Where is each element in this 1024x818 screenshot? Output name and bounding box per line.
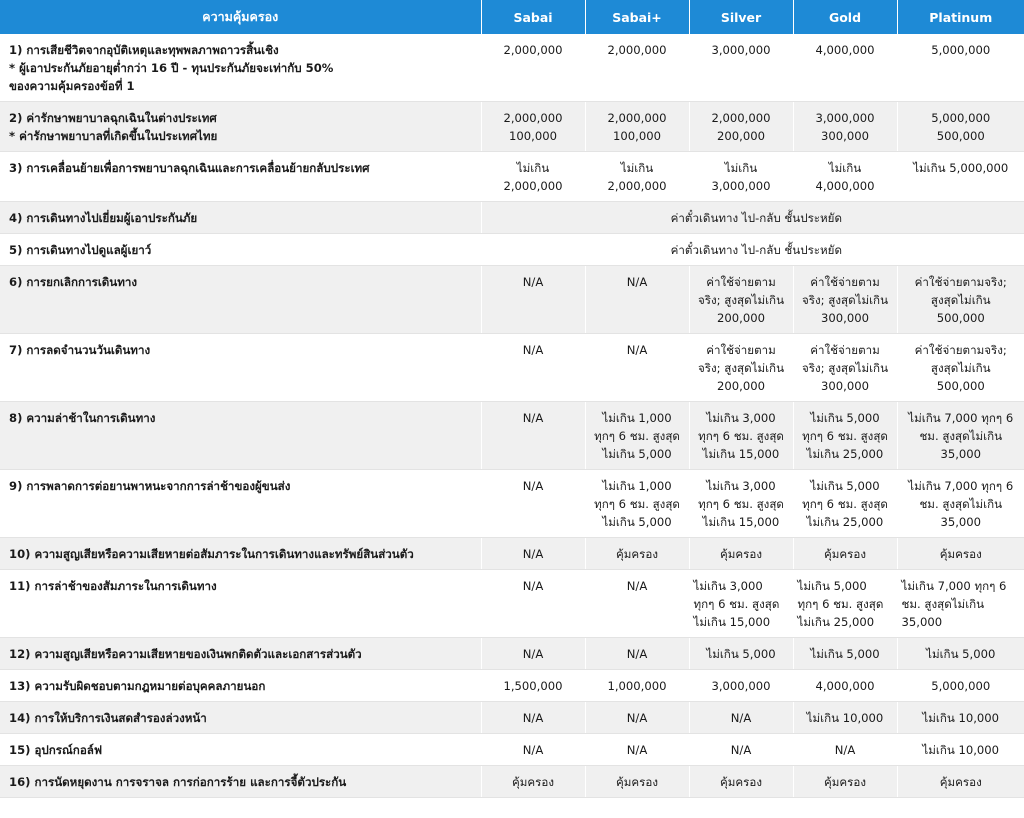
value-line: ไม่เกิน [828,161,862,175]
value-cell-platinum [897,766,1024,798]
value-line: ทุกๆ 6 ชม. สูงสุด [594,497,680,511]
value-line: N/A [730,711,752,725]
value-line: คุ้มครอง [615,775,658,789]
coverage-label [0,152,481,202]
value-line: ไม่เกิน 3,000 [693,579,763,593]
value-line: 2,000,000 [607,111,667,125]
coverage-label [0,34,481,102]
value-line: ไม่เกิน 10,000 [922,711,1000,725]
coverage-label-line: * ค่ารักษาพยาบาลที่เกิดขึ้นในประเทศไทย [9,129,218,143]
table-row [0,102,1024,152]
coverage-label-line: 3) การเคลื่อนย้ายเพื่อการพยาบาลฉุกเฉินและการเคลื่อนย้ายกลับประเทศ [9,161,370,175]
value-line: ไม่เกิน 1,000 [602,411,672,425]
value-cell-silver [689,334,793,402]
value-line: คุ้มครอง [939,547,982,561]
table-row [0,538,1024,570]
value-line: ทุกๆ 6 ชม. สูงสุด [802,429,888,443]
value-line: 2,000,000 [503,43,563,57]
value-line: 200,000 [717,379,765,393]
table-row [0,234,1024,266]
value-line: N/A [730,743,752,757]
value-line: สูงสุดไม่เกิน [930,293,991,307]
value-line: คุ้มครอง [719,775,762,789]
value-line: ไม่เกิน [724,161,758,175]
coverage-label-line: 4) การเดินทางไปเยี่ยมผู้เอาประกันภัย [9,211,198,225]
value-line: ไม่เกิน 25,000 [806,447,884,461]
value-line: ทุกๆ 6 ชม. สูงสุด [594,429,680,443]
value-cell-silver [689,570,793,638]
value-line: ค่าใช้จ่ายตาม [810,275,880,289]
value-line: ไม่เกิน [620,161,654,175]
value-cell-sabai-plus [585,766,689,798]
value-line: ไม่เกิน 25,000 [797,615,875,629]
value-cell-gold [793,334,897,402]
value-cell-platinum [897,402,1024,470]
value-line: 4,000,000 [815,179,875,193]
value-line: 3,000,000 [711,179,771,193]
value-cell-silver [689,670,793,702]
value-cell-sabai [481,766,585,798]
value-line: ไม่เกิน [516,161,550,175]
coverage-label-line: ของความคุ้มครองข้อที่ 1 [9,79,135,93]
value-line: N/A [522,275,544,289]
coverage-label [0,638,481,670]
value-cell-silver [689,702,793,734]
header-gold: Gold [793,0,897,34]
value-line: ค่าใช้จ่ายตามจริง; [914,343,1007,357]
value-line: 2,000,000 [503,111,563,125]
value-cell-sabai [481,570,585,638]
coverage-label-line: 14) การให้บริการเงินสดสำรองล่วงหน้า [9,711,207,725]
value-cell-platinum [897,670,1024,702]
value-line: ค่าใช้จ่ายตามจริง; [914,275,1007,289]
coverage-label [0,702,481,734]
value-cell-sabai [481,638,585,670]
value-line: N/A [522,479,544,493]
value-line: ไม่เกิน 5,000 [810,647,880,661]
value-line: N/A [522,411,544,425]
value-line: คุ้มครอง [615,547,658,561]
value-line: 35,000 [940,515,982,529]
value-cell-silver [689,152,793,202]
value-line: ชม. สูงสุดไม่เกิน [919,429,1003,443]
coverage-label-line: 2) ค่ารักษาพยาบาลฉุกเฉินในต่างประเทศ [9,111,217,125]
value-line: ทุกๆ 6 ชม. สูงสุด [802,497,888,511]
value-line: จริง; สูงสุดไม่เกิน [802,293,888,307]
value-line: ไม่เกิน 10,000 [922,743,1000,757]
value-cell-silver [689,34,793,102]
value-cell-gold [793,734,897,766]
coverage-label-line: 15) อุปกรณ์กอล์ฟ [9,743,103,757]
coverage-label-line: 9) การพลาดการต่อยานพาหนะจากการล่าช้าของผู้ขนส่ง [9,479,291,493]
value-line: 100,000 [509,129,557,143]
value-cell-gold [793,570,897,638]
table-row [0,402,1024,470]
value-line: 200,000 [717,129,765,143]
value-cell-sabai-plus [585,402,689,470]
header-coverage: ความคุ้มครอง [0,0,481,34]
value-line: ค่าใช้จ่ายตาม [810,343,880,357]
value-line: 5,000,000 [931,679,991,693]
value-line: N/A [834,743,856,757]
value-cell-silver [689,102,793,152]
value-cell-silver [689,402,793,470]
value-line: 500,000 [936,129,985,143]
value-line: 35,000 [940,447,982,461]
value-cell-platinum [897,266,1024,334]
value-cell-platinum [897,334,1024,402]
value-line: 5,000,000 [931,43,991,57]
all-plans-cell: ค่าตั๋วเดินทาง ไป-กลับ ชั้นประหยัด [481,202,1024,234]
value-cell-sabai-plus [585,702,689,734]
value-line: จริง; สูงสุดไม่เกิน [698,361,784,375]
value-cell-sabai [481,670,585,702]
value-line: ไม่เกิน 5,000 [706,647,776,661]
header-silver: Silver [689,0,793,34]
coverage-label [0,266,481,334]
value-line: คุ้มครอง [511,775,554,789]
value-line: ชม. สูงสุดไม่เกิน [919,497,1003,511]
value-cell-platinum [897,152,1024,202]
value-line: ไม่เกิน 3,000 [706,479,776,493]
value-cell-platinum [897,34,1024,102]
coverage-label-line: 12) ความสูญเสียหรือความเสียหายของเงินพกติดตัวและเอกสารส่วนตัว [9,647,362,661]
coverage-label-line: * ผู้เอาประกันภัยอายุต่ำกว่า 16 ปี - ทุนประกันภัยจะเท่ากับ 50% [9,61,334,75]
value-cell-sabai-plus [585,638,689,670]
coverage-label [0,570,481,638]
value-line: ทุกๆ 6 ชม. สูงสุด [698,429,784,443]
value-cell-sabai-plus [585,670,689,702]
value-line: 2,000,000 [607,179,667,193]
value-line: 100,000 [613,129,661,143]
value-line: ค่าใช้จ่ายตาม [706,343,776,357]
value-line: 3,000,000 [711,43,771,57]
value-line: 2,000,000 [711,111,771,125]
coverage-label [0,470,481,538]
value-line: คุ้มครอง [823,547,866,561]
coverage-label-line: 16) การนัดหยุดงาน การจราจล การก่อการร้าย และการจี้ตัวประกัน [9,775,347,789]
value-cell-sabai [481,402,585,470]
value-line: 3,000,000 [711,679,771,693]
coverage-label [0,334,481,402]
value-line: ไม่เกิน 1,000 [602,479,672,493]
value-cell-gold [793,102,897,152]
value-cell-sabai-plus [585,334,689,402]
value-line: ไม่เกิน 7,000 ทุกๆ 6 [901,579,1007,593]
value-line: ทุกๆ 6 ชม. สูงสุด [797,597,884,611]
value-line: จริง; สูงสุดไม่เกิน [802,361,888,375]
value-line: ไม่เกิน 25,000 [806,515,884,529]
value-line: N/A [522,547,544,561]
value-line: ชม. สูงสุดไม่เกิน [901,597,985,611]
coverage-label [0,102,481,152]
all-plans-cell: ค่าตั๋วเดินทาง ไป-กลับ ชั้นประหยัด [481,234,1024,266]
value-line: 1,000,000 [607,679,667,693]
value-line: ไม่เกิน 5,000 [797,579,867,593]
table-row [0,266,1024,334]
value-cell-gold [793,638,897,670]
coverage-label-line: 1) การเสียชีวิตจากอุบัติเหตุและทุพพลภาพถาวรสิ้นเชิง [9,43,279,57]
value-cell-silver [689,266,793,334]
value-line: 300,000 [821,379,869,393]
value-cell-platinum [897,734,1024,766]
value-cell-gold [793,266,897,334]
value-line: N/A [626,275,648,289]
value-cell-sabai-plus [585,470,689,538]
value-cell-silver [689,538,793,570]
value-cell-sabai [481,34,585,102]
value-line: ไม่เกิน 5,000 [810,411,880,425]
value-cell-sabai-plus [585,538,689,570]
coverage-label [0,538,481,570]
value-line: ไม่เกิน 7,000 ทุกๆ 6 [908,479,1014,493]
coverage-label-line: 7) การลดจำนวนวันเดินทาง [9,343,151,357]
table-row [0,638,1024,670]
coverage-label-line: 6) การยกเลิกการเดินทาง [9,275,138,289]
header-sabai: Sabai [481,0,585,34]
value-cell-gold [793,152,897,202]
table-row [0,766,1024,798]
value-cell-silver [689,638,793,670]
value-line: 5,000,000 [931,111,991,125]
value-line: N/A [626,743,648,757]
coverage-label [0,766,481,798]
value-cell-sabai-plus [585,266,689,334]
value-cell-sabai-plus [585,152,689,202]
table-row [0,470,1024,538]
value-line: 500,000 [936,311,985,325]
value-cell-silver [689,470,793,538]
value-line: N/A [626,343,648,357]
value-line: ไม่เกิน 15,000 [693,615,771,629]
table-row [0,570,1024,638]
table-row [0,334,1024,402]
header-platinum: Platinum [897,0,1024,34]
value-line: ทุกๆ 6 ชม. สูงสุด [698,497,784,511]
value-line: 3,000,000 [815,111,875,125]
value-line: 1,500,000 [503,679,563,693]
table-row [0,702,1024,734]
value-line: คุ้มครอง [939,775,982,789]
coverage-label-line: 8) ความล่าช้าในการเดินทาง [9,411,156,425]
header-row [0,0,1024,34]
value-line: ไม่เกิน 15,000 [702,515,780,529]
value-line: คุ้มครอง [719,547,762,561]
value-line: ไม่เกิน 15,000 [702,447,780,461]
value-cell-sabai [481,152,585,202]
value-cell-platinum [897,638,1024,670]
value-cell-sabai [481,702,585,734]
value-cell-sabai [481,334,585,402]
value-cell-gold [793,34,897,102]
coverage-label [0,734,481,766]
value-line: 4,000,000 [815,43,875,57]
table-row [0,734,1024,766]
table-row [0,152,1024,202]
coverage-label [0,402,481,470]
table-row [0,202,1024,234]
table-row [0,34,1024,102]
value-cell-sabai-plus [585,734,689,766]
value-line: ไม่เกิน 5,000,000 [913,161,1009,175]
value-line: ค่าใช้จ่ายตาม [706,275,776,289]
value-line: คุ้มครอง [823,775,866,789]
coverage-label-line: 11) การล่าช้าของสัมภาระในการเดินทาง [9,579,217,593]
value-line: 200,000 [717,311,765,325]
table-row [0,670,1024,702]
value-cell-sabai [481,734,585,766]
value-cell-gold [793,670,897,702]
table-body [0,34,1024,798]
value-line: N/A [522,343,544,357]
value-line: N/A [522,743,544,757]
value-line: ทุกๆ 6 ชม. สูงสุด [693,597,780,611]
value-cell-gold [793,470,897,538]
value-cell-platinum [897,102,1024,152]
value-line: ไม่เกิน 3,000 [706,411,776,425]
value-line: ไม่เกิน 5,000 [810,479,880,493]
value-line: ไม่เกิน 5,000 [926,647,996,661]
value-cell-sabai-plus [585,34,689,102]
value-cell-platinum [897,470,1024,538]
value-cell-silver [689,766,793,798]
value-line: ไม่เกิน 7,000 ทุกๆ 6 [908,411,1014,425]
value-cell-gold [793,702,897,734]
value-line: ไม่เกิน 5,000 [602,515,672,529]
value-line: 2,000,000 [503,179,563,193]
value-line: 300,000 [821,129,869,143]
value-cell-sabai [481,102,585,152]
value-cell-gold [793,402,897,470]
value-line: 300,000 [821,311,869,325]
value-cell-platinum [897,570,1024,638]
value-line: 35,000 [901,615,943,629]
header-sabai-plus: Sabai+ [585,0,689,34]
value-cell-platinum [897,538,1024,570]
value-line: N/A [522,579,544,593]
value-line: ไม่เกิน 10,000 [806,711,884,725]
value-cell-sabai [481,266,585,334]
value-cell-sabai [481,470,585,538]
value-line: ไม่เกิน 5,000 [602,447,672,461]
value-line: N/A [522,647,544,661]
value-cell-gold [793,766,897,798]
value-cell-platinum [897,702,1024,734]
coverage-label [0,202,481,234]
coverage-label-line: 5) การเดินทางไปดูแลผู้เยาว์ [9,243,152,257]
value-cell-sabai-plus [585,570,689,638]
coverage-label-line: 13) ความรับผิดชอบตามกฎหมายต่อบุคคลภายนอก [9,679,266,693]
value-line: N/A [626,647,648,661]
value-line: 4,000,000 [815,679,875,693]
coverage-label [0,234,481,266]
value-line: 500,000 [936,379,985,393]
value-line: สูงสุดไม่เกิน [930,361,991,375]
value-line: N/A [626,579,648,593]
value-line: N/A [626,711,648,725]
value-cell-sabai [481,538,585,570]
value-line: N/A [522,711,544,725]
table-header [0,0,1024,34]
value-cell-gold [793,538,897,570]
coverage-label [0,670,481,702]
value-cell-sabai-plus [585,102,689,152]
value-cell-silver [689,734,793,766]
value-line: จริง; สูงสุดไม่เกิน [698,293,784,307]
coverage-label-line: 10) ความสูญเสียหรือความเสียหายต่อสัมภาระในการเดินทางและทรัพย์สินส่วนตัว [9,547,414,561]
value-line: 2,000,000 [607,43,667,57]
